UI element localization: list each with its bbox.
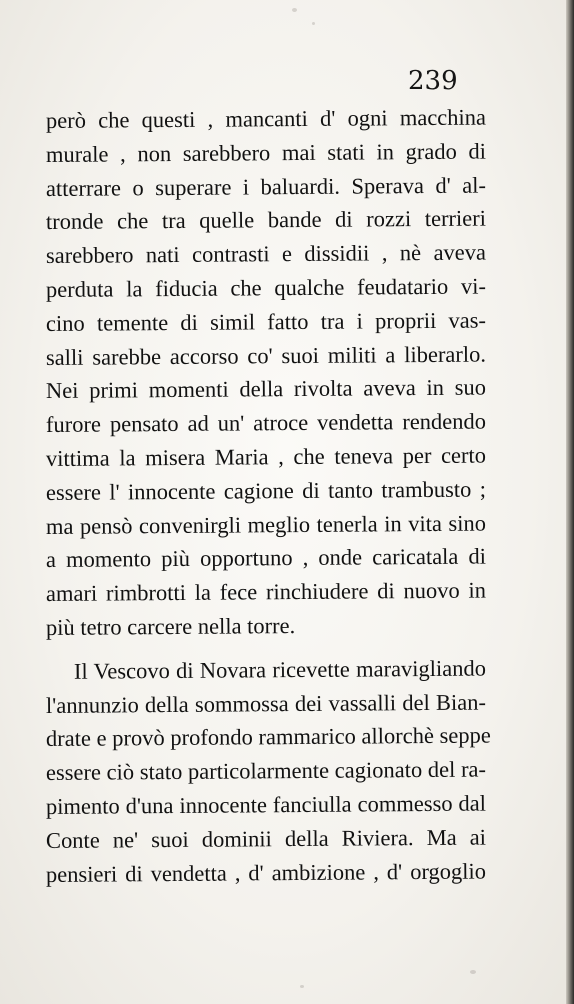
page-edge-shadow (566, 0, 574, 1004)
text-line: Conte ne' suoi dominii della Riviera. Ma ai (45, 824, 487, 853)
text-line: sarebbero nati contrasti e dissidii , nè aveva (45, 239, 487, 269)
paragraph-2 (45, 655, 491, 892)
text-line: vittima la misera Maria , che teneva per certo (45, 442, 487, 471)
text-line: più tetro carcere nella torre. (45, 612, 296, 640)
text-line: a momento più opportuno , onde caricatala di (45, 543, 487, 573)
text-line: amari rimbrotti la fece rinchiudere di nuovo in (45, 577, 487, 607)
body-text (45, 104, 491, 891)
paper-speck (300, 985, 304, 988)
text-line: l'annunzio della sommossa dei vassalli del Bian- (45, 689, 487, 718)
text-line: drate e provò profondo rammarico allorchè seppe (45, 722, 491, 752)
text-line: furore pensato ad un' atroce vendetta rendendo (45, 408, 487, 438)
text-line: atterrare o superare i baluardi. Sperava d' al- (45, 172, 487, 201)
paper-speck (292, 8, 297, 12)
page-number: 239 (408, 66, 458, 96)
text-line: pimento d'una innocente fanciulla commesso dal (45, 790, 487, 819)
paper-speck (470, 970, 476, 974)
text-line: pensieri di vendetta , d' ambizione , d' orgoglio (45, 858, 487, 887)
text-line: salli sarebbe accorso co' suoi militi a liberarlo. (45, 341, 487, 370)
text-line: però che questi , mancanti d' ogni macchina (45, 104, 487, 133)
text-line: tronde che tra quelle bande di rozzi terrieri (45, 205, 487, 235)
text-line: perduta la fiducia che qualche feudatario vi- (45, 273, 487, 302)
text-line: Il Vescovo di Novara ricevette maravigliando (73, 655, 487, 684)
text-line: essere ciò stato particolarmente cagionato del ra- (45, 756, 487, 786)
text-line: Nei primi momenti della rivolta aveva in suo (45, 374, 487, 404)
paragraph-1 (46, 104, 486, 645)
text-line: murale , non sarebbero mai stati in grado di (45, 138, 487, 167)
text-line: essere l' innocente cagione di tanto trambusto ; (45, 476, 487, 505)
text-line: cino temente di simil fatto tra i proprii vas- (45, 307, 487, 336)
text-line: ma pensò convenirgli meglio tenerla in vita sino (45, 510, 487, 539)
paper-speck (312, 22, 315, 25)
